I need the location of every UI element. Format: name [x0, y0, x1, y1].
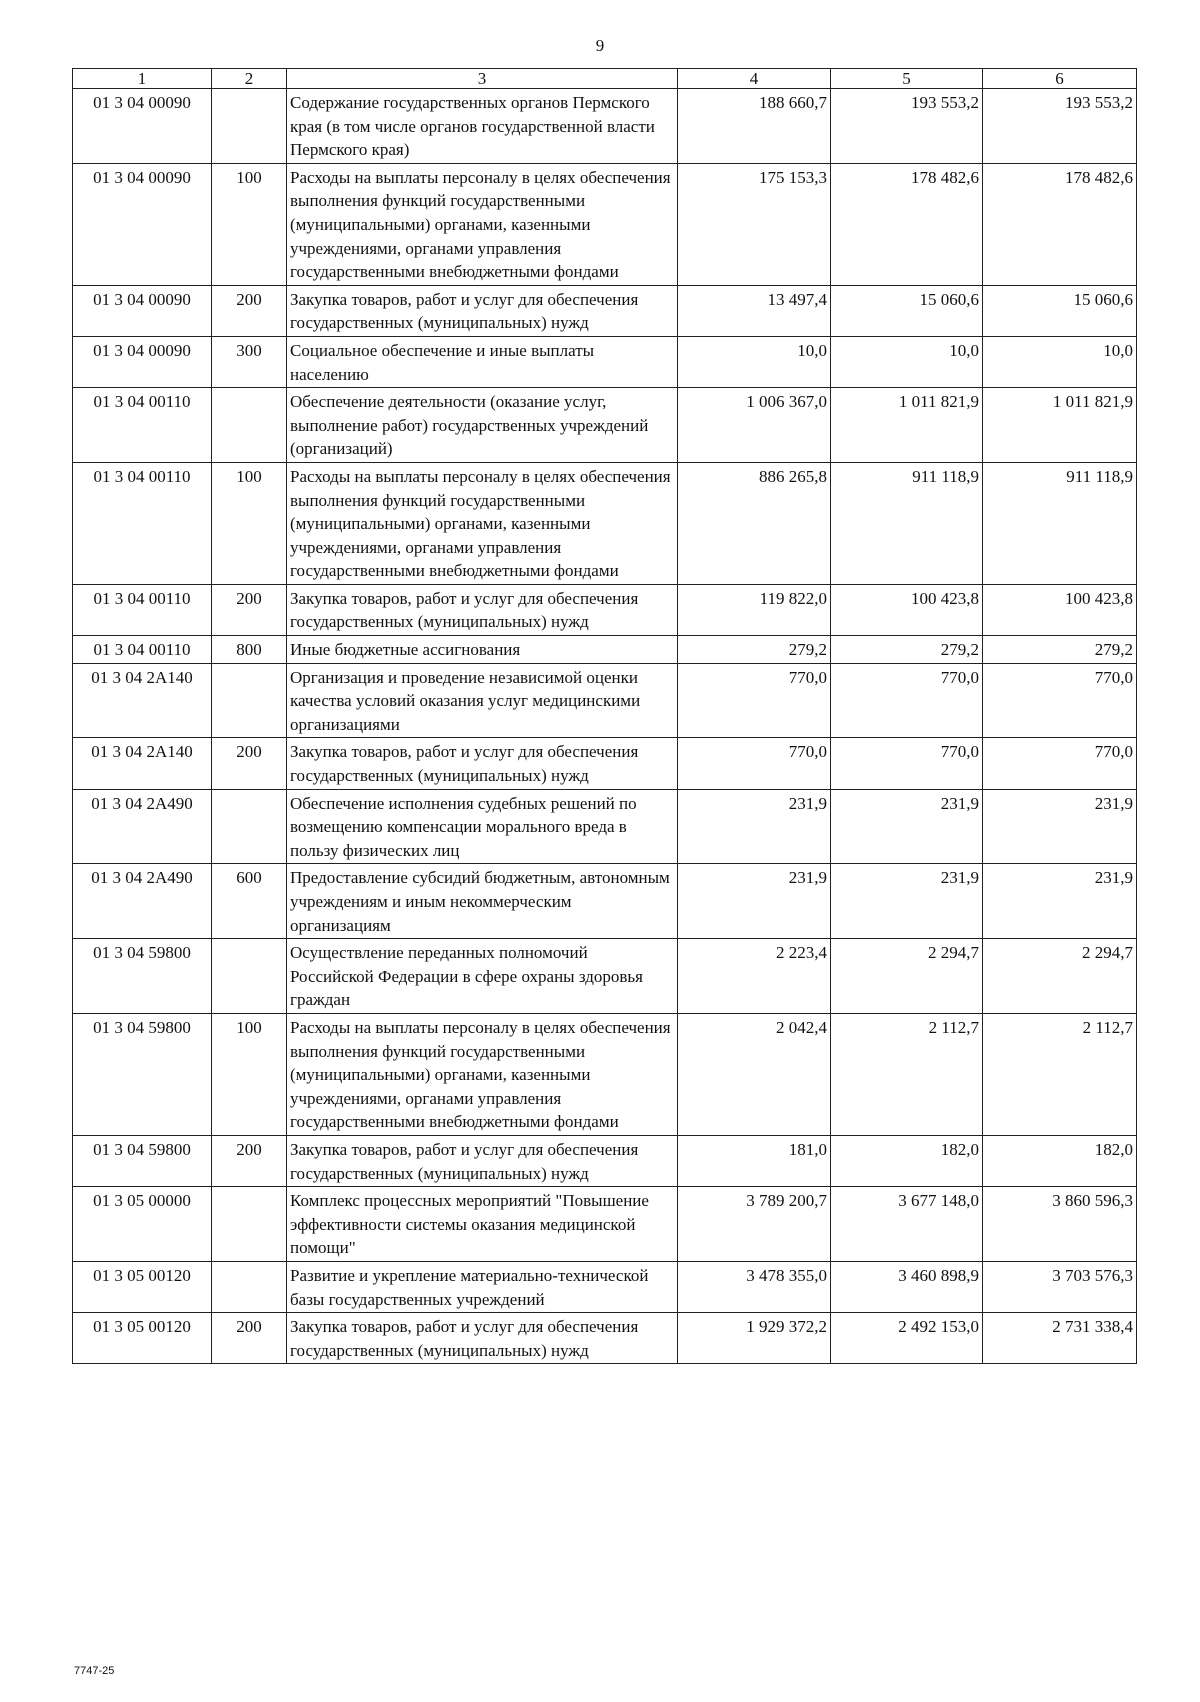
item-name-cell: Обеспечение исполнения судебных решений по возмещению компенсации морального вреда в пользу физических лиц	[287, 789, 678, 864]
header-cell-5: 5	[831, 69, 983, 89]
item-name-cell: Развитие и укрепление материально-технической базы государственных учреждений	[287, 1261, 678, 1312]
amount-col4-cell: 770,0	[678, 663, 831, 738]
budget-table	[72, 68, 1137, 1364]
amount-col5-cell: 15 060,6	[831, 285, 983, 336]
amount-col5-cell: 2 112,7	[831, 1013, 983, 1135]
amount-col6-cell: 182,0	[983, 1135, 1137, 1186]
amount-col4-cell: 1 929 372,2	[678, 1313, 831, 1364]
budget-code-cell: 01 3 04 00090	[73, 336, 212, 387]
amount-col5-cell: 2 492 153,0	[831, 1313, 983, 1364]
expense-type-cell: 100	[212, 163, 287, 285]
table-row	[73, 864, 1137, 939]
amount-col4-cell: 2 223,4	[678, 939, 831, 1014]
item-name-cell: Осуществление переданных полномочий Российской Федерации в сфере охраны здоровья граждан	[287, 939, 678, 1014]
expense-type-cell	[212, 1261, 287, 1312]
item-name-cell: Содержание государственных органов Пермского края (в том числе органов государственной власти Пермского края)	[287, 89, 678, 164]
amount-col5-cell: 2 294,7	[831, 939, 983, 1014]
page-number: 9	[595, 36, 605, 55]
amount-col6-cell: 3 703 576,3	[983, 1261, 1137, 1312]
amount-col4-cell: 2 042,4	[678, 1013, 831, 1135]
amount-col4-cell: 188 660,7	[678, 89, 831, 164]
header-cell-3: 3	[287, 69, 678, 89]
amount-col5-cell: 770,0	[831, 663, 983, 738]
table-row	[73, 636, 1137, 664]
budget-code-cell: 01 3 04 00090	[73, 163, 212, 285]
amount-col6-cell: 2 731 338,4	[983, 1313, 1137, 1364]
amount-col5-cell: 3 677 148,0	[831, 1187, 983, 1262]
budget-code-cell: 01 3 05 00120	[73, 1313, 212, 1364]
amount-col4-cell: 119 822,0	[678, 584, 831, 635]
table-row	[73, 738, 1137, 789]
amount-col5-cell: 911 118,9	[831, 462, 983, 584]
amount-col6-cell: 2 112,7	[983, 1013, 1137, 1135]
amount-col6-cell: 10,0	[983, 336, 1137, 387]
table-row	[73, 1187, 1137, 1262]
expense-type-cell: 100	[212, 1013, 287, 1135]
expense-type-cell	[212, 939, 287, 1014]
amount-col6-cell: 3 860 596,3	[983, 1187, 1137, 1262]
table-row	[73, 939, 1137, 1014]
amount-col4-cell: 3 789 200,7	[678, 1187, 831, 1262]
expense-type-cell	[212, 789, 287, 864]
item-name-cell: Закупка товаров, работ и услуг для обеспечения государственных (муниципальных) нужд	[287, 285, 678, 336]
document-code: 7747-25	[74, 1665, 115, 1677]
expense-type-cell	[212, 663, 287, 738]
table-row	[73, 789, 1137, 864]
budget-code-cell: 01 3 04 00110	[73, 584, 212, 635]
budget-code-cell: 01 3 04 59800	[73, 1135, 212, 1186]
expense-type-cell: 100	[212, 462, 287, 584]
table-body	[73, 89, 1137, 1364]
amount-col4-cell: 1 006 367,0	[678, 388, 831, 463]
item-name-cell: Расходы на выплаты персоналу в целях обеспечения выполнения функций государственными (муниципальными) органами, казенными учреждениями, органами управления государственными внебюджетными фондами	[287, 1013, 678, 1135]
budget-code-cell: 01 3 04 2А140	[73, 738, 212, 789]
table-row	[73, 1013, 1137, 1135]
expense-type-cell	[212, 89, 287, 164]
budget-code-cell: 01 3 05 00000	[73, 1187, 212, 1262]
item-name-cell: Организация и проведение независимой оценки качества условий оказания услуг медицинскими организациями	[287, 663, 678, 738]
expense-type-cell	[212, 1187, 287, 1262]
amount-col6-cell: 911 118,9	[983, 462, 1137, 584]
item-name-cell: Предоставление субсидий бюджетным, автономным учреждениям и иным некоммерческим организациям	[287, 864, 678, 939]
amount-col4-cell: 181,0	[678, 1135, 831, 1186]
amount-col5-cell: 1 011 821,9	[831, 388, 983, 463]
expense-type-cell: 200	[212, 584, 287, 635]
amount-col6-cell: 2 294,7	[983, 939, 1137, 1014]
amount-col5-cell: 182,0	[831, 1135, 983, 1186]
budget-code-cell: 01 3 04 2А490	[73, 789, 212, 864]
amount-col6-cell: 1 011 821,9	[983, 388, 1137, 463]
table-row	[73, 89, 1137, 164]
budget-code-cell: 01 3 05 00120	[73, 1261, 212, 1312]
item-name-cell: Закупка товаров, работ и услуг для обеспечения государственных (муниципальных) нужд	[287, 1135, 678, 1186]
amount-col4-cell: 770,0	[678, 738, 831, 789]
amount-col4-cell: 231,9	[678, 864, 831, 939]
amount-col6-cell: 770,0	[983, 738, 1137, 789]
amount-col6-cell: 231,9	[983, 864, 1137, 939]
amount-col6-cell: 178 482,6	[983, 163, 1137, 285]
amount-col5-cell: 100 423,8	[831, 584, 983, 635]
amount-col4-cell: 886 265,8	[678, 462, 831, 584]
amount-col4-cell: 10,0	[678, 336, 831, 387]
table-row	[73, 1261, 1137, 1312]
amount-col5-cell: 770,0	[831, 738, 983, 789]
header-cell-4: 4	[678, 69, 831, 89]
item-name-cell: Социальное обеспечение и иные выплаты населению	[287, 336, 678, 387]
amount-col6-cell: 100 423,8	[983, 584, 1137, 635]
amount-col4-cell: 3 478 355,0	[678, 1261, 831, 1312]
amount-col5-cell: 279,2	[831, 636, 983, 664]
header-cell-2: 2	[212, 69, 287, 89]
item-name-cell: Закупка товаров, работ и услуг для обеспечения государственных (муниципальных) нужд	[287, 1313, 678, 1364]
budget-code-cell: 01 3 04 59800	[73, 1013, 212, 1135]
amount-col4-cell: 231,9	[678, 789, 831, 864]
table-row	[73, 1313, 1137, 1364]
budget-code-cell: 01 3 04 00110	[73, 388, 212, 463]
amount-col5-cell: 231,9	[831, 864, 983, 939]
budget-code-cell: 01 3 04 00110	[73, 462, 212, 584]
item-name-cell: Комплекс процессных мероприятий "Повышение эффективности системы оказания медицинской помощи"	[287, 1187, 678, 1262]
expense-type-cell: 200	[212, 1313, 287, 1364]
item-name-cell: Иные бюджетные ассигнования	[287, 636, 678, 664]
table-row	[73, 663, 1137, 738]
amount-col6-cell: 770,0	[983, 663, 1137, 738]
amount-col5-cell: 231,9	[831, 789, 983, 864]
expense-type-cell: 600	[212, 864, 287, 939]
amount-col5-cell: 193 553,2	[831, 89, 983, 164]
item-name-cell: Обеспечение деятельности (оказание услуг, выполнение работ) государственных учреждений (организаций)	[287, 388, 678, 463]
amount-col6-cell: 231,9	[983, 789, 1137, 864]
budget-code-cell: 01 3 04 2А140	[73, 663, 212, 738]
budget-code-cell: 01 3 04 00090	[73, 89, 212, 164]
table-row	[73, 336, 1137, 387]
table-row	[73, 285, 1137, 336]
budget-code-cell: 01 3 04 59800	[73, 939, 212, 1014]
expense-type-cell	[212, 388, 287, 463]
expense-type-cell: 200	[212, 1135, 287, 1186]
table-row	[73, 163, 1137, 285]
expense-type-cell: 300	[212, 336, 287, 387]
amount-col6-cell: 193 553,2	[983, 89, 1137, 164]
table-row	[73, 1135, 1137, 1186]
header-row	[73, 69, 1137, 89]
amount-col4-cell: 279,2	[678, 636, 831, 664]
amount-col6-cell: 15 060,6	[983, 285, 1137, 336]
item-name-cell: Расходы на выплаты персоналу в целях обеспечения выполнения функций государственными (муниципальными) органами, казенными учреждениями, органами управления государственными внебюджетными фондами	[287, 163, 678, 285]
table-header	[73, 69, 1137, 89]
table-row	[73, 584, 1137, 635]
item-name-cell: Закупка товаров, работ и услуг для обеспечения государственных (муниципальных) нужд	[287, 584, 678, 635]
budget-code-cell: 01 3 04 2А490	[73, 864, 212, 939]
amount-col4-cell: 175 153,3	[678, 163, 831, 285]
amount-col5-cell: 10,0	[831, 336, 983, 387]
amount-col4-cell: 13 497,4	[678, 285, 831, 336]
expense-type-cell: 200	[212, 738, 287, 789]
header-cell-1: 1	[73, 69, 212, 89]
expense-type-cell: 800	[212, 636, 287, 664]
budget-code-cell: 01 3 04 00110	[73, 636, 212, 664]
table-row	[73, 462, 1137, 584]
amount-col6-cell: 279,2	[983, 636, 1137, 664]
item-name-cell: Расходы на выплаты персоналу в целях обеспечения выполнения функций государственными (муниципальными) органами, казенными учреждениями, органами управления государственными внебюджетными фондами	[287, 462, 678, 584]
table-row	[73, 388, 1137, 463]
item-name-cell: Закупка товаров, работ и услуг для обеспечения государственных (муниципальных) нужд	[287, 738, 678, 789]
amount-col5-cell: 178 482,6	[831, 163, 983, 285]
expense-type-cell: 200	[212, 285, 287, 336]
amount-col5-cell: 3 460 898,9	[831, 1261, 983, 1312]
budget-code-cell: 01 3 04 00090	[73, 285, 212, 336]
header-cell-6: 6	[983, 69, 1137, 89]
